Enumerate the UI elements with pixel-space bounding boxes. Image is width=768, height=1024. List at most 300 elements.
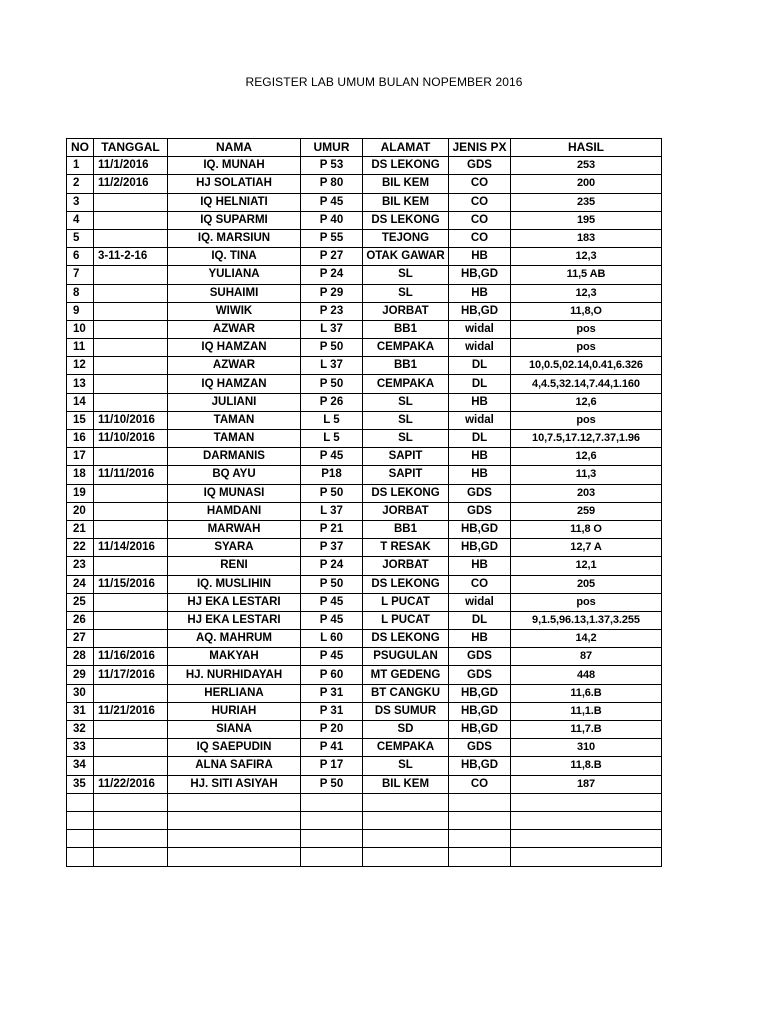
cell-umur: P 45 xyxy=(301,648,363,666)
cell-hasil: 448 xyxy=(511,666,662,684)
cell-no: 20 xyxy=(67,502,94,520)
cell-jenis-px: GDS xyxy=(449,502,511,520)
table-row xyxy=(67,684,662,702)
cell-alamat: JORBAT xyxy=(363,557,449,575)
cell-alamat: CEMPAKA xyxy=(363,375,449,393)
table-header-row xyxy=(67,139,662,157)
cell-hasil: 235 xyxy=(511,193,662,211)
cell-umur: P 20 xyxy=(301,721,363,739)
table-row xyxy=(67,448,662,466)
cell-tanggal xyxy=(94,502,168,520)
cell-umur: L 37 xyxy=(301,357,363,375)
cell-hasil: 10,7.5,17.12,7.37,1.96 xyxy=(511,430,662,448)
cell-jenis-px xyxy=(449,830,511,848)
cell-nama: HURIAH xyxy=(168,702,301,720)
cell-hasil: 310 xyxy=(511,739,662,757)
cell-alamat: CEMPAKA xyxy=(363,339,449,357)
cell-umur: P 80 xyxy=(301,175,363,193)
cell-hasil xyxy=(511,830,662,848)
cell-umur: P 53 xyxy=(301,157,363,175)
cell-no: 25 xyxy=(67,593,94,611)
cell-alamat: BIL KEM xyxy=(363,175,449,193)
cell-hasil: 11,1.B xyxy=(511,702,662,720)
cell-umur: P 40 xyxy=(301,211,363,229)
cell-umur: P 17 xyxy=(301,757,363,775)
table-row xyxy=(67,229,662,247)
cell-no xyxy=(67,830,94,848)
cell-nama: IQ SUPARMI xyxy=(168,211,301,229)
cell-tanggal: 11/10/2016 xyxy=(94,411,168,429)
cell-umur: P 41 xyxy=(301,739,363,757)
cell-nama: HAMDANI xyxy=(168,502,301,520)
table-row xyxy=(67,320,662,338)
cell-umur: P 60 xyxy=(301,666,363,684)
cell-hasil: 253 xyxy=(511,157,662,175)
cell-hasil: 87 xyxy=(511,648,662,666)
cell-nama: SUHAIMI xyxy=(168,284,301,302)
cell-no: 14 xyxy=(67,393,94,411)
cell-umur: P 50 xyxy=(301,339,363,357)
cell-nama: JULIANI xyxy=(168,393,301,411)
cell-hasil: 11,6.B xyxy=(511,684,662,702)
cell-jenis-px: HB,GD xyxy=(449,757,511,775)
cell-tanggal xyxy=(94,339,168,357)
table-row xyxy=(67,611,662,629)
cell-jenis-px: HB xyxy=(449,393,511,411)
cell-umur: P 45 xyxy=(301,593,363,611)
cell-umur: P 55 xyxy=(301,229,363,247)
cell-jenis-px: DL xyxy=(449,375,511,393)
cell-umur: P 50 xyxy=(301,484,363,502)
cell-alamat: L PUCAT xyxy=(363,611,449,629)
cell-umur xyxy=(301,793,363,811)
cell-hasil: 187 xyxy=(511,775,662,793)
cell-nama: IQ. TINA xyxy=(168,248,301,266)
cell-jenis-px xyxy=(449,793,511,811)
table-body xyxy=(67,157,662,866)
table-row xyxy=(67,284,662,302)
cell-umur: P 26 xyxy=(301,393,363,411)
cell-alamat: CEMPAKA xyxy=(363,739,449,757)
cell-jenis-px: DL xyxy=(449,357,511,375)
table-row xyxy=(67,811,662,829)
cell-no: 33 xyxy=(67,739,94,757)
cell-no: 22 xyxy=(67,539,94,557)
cell-nama: SIANA xyxy=(168,721,301,739)
cell-hasil: 11,8 O xyxy=(511,520,662,538)
cell-jenis-px: HB,GD xyxy=(449,539,511,557)
cell-tanggal xyxy=(94,448,168,466)
cell-umur: P 31 xyxy=(301,684,363,702)
cell-jenis-px: widal xyxy=(449,593,511,611)
cell-hasil: 4,4.5,32.14,7.44,1.160 xyxy=(511,375,662,393)
cell-nama: IQ. MARSIUN xyxy=(168,229,301,247)
cell-hasil: 11,8,O xyxy=(511,302,662,320)
cell-alamat: DS SUMUR xyxy=(363,702,449,720)
table-row xyxy=(67,375,662,393)
cell-hasil: 12,6 xyxy=(511,393,662,411)
cell-hasil: pos xyxy=(511,339,662,357)
cell-no: 6 xyxy=(67,248,94,266)
cell-umur: L 37 xyxy=(301,320,363,338)
table-row xyxy=(67,848,662,866)
cell-no: 17 xyxy=(67,448,94,466)
cell-jenis-px: HB,GD xyxy=(449,702,511,720)
cell-umur: P 27 xyxy=(301,248,363,266)
cell-jenis-px: GDS xyxy=(449,739,511,757)
cell-no xyxy=(67,793,94,811)
cell-alamat: BB1 xyxy=(363,357,449,375)
cell-nama: AZWAR xyxy=(168,357,301,375)
cell-tanggal xyxy=(94,266,168,284)
cell-no: 13 xyxy=(67,375,94,393)
cell-nama: BQ AYU xyxy=(168,466,301,484)
cell-jenis-px: GDS xyxy=(449,648,511,666)
cell-umur: P 50 xyxy=(301,375,363,393)
cell-hasil: 200 xyxy=(511,175,662,193)
cell-tanggal xyxy=(94,611,168,629)
cell-jenis-px: CO xyxy=(449,775,511,793)
cell-tanggal xyxy=(94,630,168,648)
cell-tanggal: 11/11/2016 xyxy=(94,466,168,484)
table-row xyxy=(67,702,662,720)
cell-tanggal: 11/16/2016 xyxy=(94,648,168,666)
cell-tanggal xyxy=(94,593,168,611)
cell-umur: P18 xyxy=(301,466,363,484)
table-row xyxy=(67,593,662,611)
cell-umur: P 50 xyxy=(301,775,363,793)
table-row xyxy=(67,211,662,229)
cell-nama: ALNA SAFIRA xyxy=(168,757,301,775)
table-row xyxy=(67,520,662,538)
cell-jenis-px: widal xyxy=(449,339,511,357)
cell-no: 21 xyxy=(67,520,94,538)
cell-tanggal xyxy=(94,211,168,229)
cell-nama: HJ EKA LESTARI xyxy=(168,611,301,629)
cell-umur: P 50 xyxy=(301,575,363,593)
cell-nama: HJ SOLATIAH xyxy=(168,175,301,193)
table-row xyxy=(67,739,662,757)
column-header-hasil: HASIL xyxy=(511,139,662,157)
cell-nama: DARMANIS xyxy=(168,448,301,466)
cell-no xyxy=(67,848,94,866)
cell-no: 35 xyxy=(67,775,94,793)
table-row xyxy=(67,266,662,284)
cell-jenis-px: HB xyxy=(449,630,511,648)
cell-jenis-px: GDS xyxy=(449,157,511,175)
table-row xyxy=(67,630,662,648)
cell-alamat: SAPIT xyxy=(363,448,449,466)
cell-no: 31 xyxy=(67,702,94,720)
cell-hasil: 183 xyxy=(511,229,662,247)
cell-jenis-px: DL xyxy=(449,611,511,629)
cell-tanggal: 11/21/2016 xyxy=(94,702,168,720)
cell-tanggal xyxy=(94,721,168,739)
cell-jenis-px: CO xyxy=(449,175,511,193)
cell-alamat: SL xyxy=(363,411,449,429)
cell-umur xyxy=(301,848,363,866)
cell-hasil xyxy=(511,811,662,829)
cell-hasil xyxy=(511,848,662,866)
table-row xyxy=(67,575,662,593)
cell-alamat: SD xyxy=(363,721,449,739)
column-header-no: NO xyxy=(67,139,94,157)
cell-tanggal xyxy=(94,375,168,393)
cell-nama: IQ. MUNAH xyxy=(168,157,301,175)
cell-nama: AZWAR xyxy=(168,320,301,338)
cell-alamat: SL xyxy=(363,393,449,411)
cell-tanggal: 11/1/2016 xyxy=(94,157,168,175)
cell-no: 11 xyxy=(67,339,94,357)
cell-hasil: 10,0.5,02.14,0.41,6.326 xyxy=(511,357,662,375)
cell-tanggal xyxy=(94,229,168,247)
cell-jenis-px: HB xyxy=(449,248,511,266)
cell-jenis-px: HB,GD xyxy=(449,266,511,284)
cell-umur: P 45 xyxy=(301,611,363,629)
table-row xyxy=(67,666,662,684)
cell-alamat: L PUCAT xyxy=(363,593,449,611)
cell-no: 29 xyxy=(67,666,94,684)
cell-tanggal xyxy=(94,739,168,757)
cell-jenis-px: HB xyxy=(449,466,511,484)
cell-nama xyxy=(168,811,301,829)
cell-nama: TAMAN xyxy=(168,430,301,448)
table-row xyxy=(67,502,662,520)
cell-nama: IQ SAEPUDIN xyxy=(168,739,301,757)
cell-tanggal xyxy=(94,520,168,538)
cell-no: 30 xyxy=(67,684,94,702)
cell-hasil: 259 xyxy=(511,502,662,520)
cell-alamat xyxy=(363,811,449,829)
cell-no: 15 xyxy=(67,411,94,429)
cell-umur: P 24 xyxy=(301,266,363,284)
cell-jenis-px: GDS xyxy=(449,666,511,684)
cell-alamat xyxy=(363,830,449,848)
cell-no: 7 xyxy=(67,266,94,284)
cell-tanggal xyxy=(94,757,168,775)
cell-hasil: 9,1.5,96.13,1.37,3.255 xyxy=(511,611,662,629)
cell-umur: L 5 xyxy=(301,430,363,448)
cell-tanggal: 11/14/2016 xyxy=(94,539,168,557)
cell-tanggal: 3-11-2-16 xyxy=(94,248,168,266)
cell-umur: L 37 xyxy=(301,502,363,520)
cell-jenis-px: widal xyxy=(449,411,511,429)
column-header-nama: NAMA xyxy=(168,139,301,157)
cell-no: 19 xyxy=(67,484,94,502)
cell-jenis-px: CO xyxy=(449,575,511,593)
cell-umur: P 45 xyxy=(301,448,363,466)
cell-no: 1 xyxy=(67,157,94,175)
cell-tanggal xyxy=(94,557,168,575)
cell-no: 28 xyxy=(67,648,94,666)
cell-alamat: JORBAT xyxy=(363,302,449,320)
cell-tanggal xyxy=(94,393,168,411)
cell-no: 12 xyxy=(67,357,94,375)
cell-hasil: 12,3 xyxy=(511,284,662,302)
cell-hasil: 12,1 xyxy=(511,557,662,575)
cell-no: 8 xyxy=(67,284,94,302)
cell-nama: MAKYAH xyxy=(168,648,301,666)
table-row xyxy=(67,339,662,357)
cell-no: 27 xyxy=(67,630,94,648)
cell-alamat: BT CANGKU xyxy=(363,684,449,702)
cell-tanggal xyxy=(94,484,168,502)
cell-no xyxy=(67,811,94,829)
cell-umur: P 21 xyxy=(301,520,363,538)
table-row xyxy=(67,557,662,575)
cell-jenis-px: HB,GD xyxy=(449,520,511,538)
cell-jenis-px: HB,GD xyxy=(449,721,511,739)
cell-no: 32 xyxy=(67,721,94,739)
table-row xyxy=(67,430,662,448)
cell-no: 9 xyxy=(67,302,94,320)
cell-alamat: DS LEKONG xyxy=(363,484,449,502)
column-header-alamat: ALAMAT xyxy=(363,139,449,157)
cell-no: 4 xyxy=(67,211,94,229)
cell-tanggal xyxy=(94,320,168,338)
cell-nama: HJ. NURHIDAYAH xyxy=(168,666,301,684)
cell-alamat: SAPIT xyxy=(363,466,449,484)
cell-umur: P 45 xyxy=(301,193,363,211)
cell-tanggal xyxy=(94,302,168,320)
page-title: REGISTER LAB UMUM BULAN NOPEMBER 2016 xyxy=(245,75,523,89)
cell-alamat: DS LEKONG xyxy=(363,575,449,593)
cell-nama: RENI xyxy=(168,557,301,575)
cell-alamat: DS LEKONG xyxy=(363,157,449,175)
cell-alamat: DS LEKONG xyxy=(363,630,449,648)
table-row xyxy=(67,157,662,175)
cell-hasil: 14,2 xyxy=(511,630,662,648)
cell-hasil: 205 xyxy=(511,575,662,593)
cell-tanggal xyxy=(94,848,168,866)
cell-hasil: 203 xyxy=(511,484,662,502)
cell-nama: HJ EKA LESTARI xyxy=(168,593,301,611)
cell-no: 34 xyxy=(67,757,94,775)
cell-hasil: pos xyxy=(511,593,662,611)
cell-alamat xyxy=(363,793,449,811)
cell-alamat: SL xyxy=(363,284,449,302)
cell-no: 10 xyxy=(67,320,94,338)
cell-no: 23 xyxy=(67,557,94,575)
cell-jenis-px: CO xyxy=(449,211,511,229)
cell-alamat: BIL KEM xyxy=(363,775,449,793)
cell-alamat: TEJONG xyxy=(363,229,449,247)
column-header-tanggal: TANGGAL xyxy=(94,139,168,157)
cell-tanggal: 11/15/2016 xyxy=(94,575,168,593)
cell-hasil: pos xyxy=(511,320,662,338)
cell-tanggal: 11/22/2016 xyxy=(94,775,168,793)
cell-alamat: OTAK GAWAR xyxy=(363,248,449,266)
cell-tanggal xyxy=(94,357,168,375)
cell-umur: P 37 xyxy=(301,539,363,557)
table-row xyxy=(67,757,662,775)
cell-alamat: DS LEKONG xyxy=(363,211,449,229)
table-row xyxy=(67,193,662,211)
cell-jenis-px: HB xyxy=(449,557,511,575)
cell-nama: IQ HAMZAN xyxy=(168,375,301,393)
cell-jenis-px: HB,GD xyxy=(449,302,511,320)
table-row xyxy=(67,775,662,793)
cell-umur: P 31 xyxy=(301,702,363,720)
cell-tanggal: 11/17/2016 xyxy=(94,666,168,684)
cell-alamat: BB1 xyxy=(363,320,449,338)
table-row xyxy=(67,793,662,811)
cell-jenis-px: GDS xyxy=(449,484,511,502)
cell-jenis-px: DL xyxy=(449,430,511,448)
cell-tanggal: 11/2/2016 xyxy=(94,175,168,193)
cell-tanggal xyxy=(94,284,168,302)
cell-no: 5 xyxy=(67,229,94,247)
cell-hasil: 195 xyxy=(511,211,662,229)
cell-nama: HJ. SITI ASIYAH xyxy=(168,775,301,793)
table-row xyxy=(67,830,662,848)
cell-no: 26 xyxy=(67,611,94,629)
table-row xyxy=(67,411,662,429)
cell-alamat: SL xyxy=(363,266,449,284)
cell-jenis-px xyxy=(449,811,511,829)
cell-hasil: 11,5 AB xyxy=(511,266,662,284)
cell-nama: IQ. MUSLIHIN xyxy=(168,575,301,593)
cell-alamat: JORBAT xyxy=(363,502,449,520)
cell-jenis-px: widal xyxy=(449,320,511,338)
cell-alamat: T RESAK xyxy=(363,539,449,557)
cell-alamat: PSUGULAN xyxy=(363,648,449,666)
cell-alamat: SL xyxy=(363,757,449,775)
cell-umur: P 23 xyxy=(301,302,363,320)
table-row xyxy=(67,393,662,411)
cell-tanggal xyxy=(94,193,168,211)
table-row xyxy=(67,175,662,193)
cell-jenis-px: CO xyxy=(449,229,511,247)
cell-alamat: MT GEDENG xyxy=(363,666,449,684)
table-row xyxy=(67,248,662,266)
cell-no: 16 xyxy=(67,430,94,448)
cell-umur: P 29 xyxy=(301,284,363,302)
cell-jenis-px: HB xyxy=(449,284,511,302)
cell-jenis-px: HB,GD xyxy=(449,684,511,702)
cell-tanggal xyxy=(94,684,168,702)
cell-umur xyxy=(301,811,363,829)
cell-umur xyxy=(301,830,363,848)
cell-tanggal xyxy=(94,793,168,811)
cell-umur: L 5 xyxy=(301,411,363,429)
cell-nama xyxy=(168,830,301,848)
cell-hasil: 12,6 xyxy=(511,448,662,466)
cell-jenis-px: CO xyxy=(449,193,511,211)
cell-hasil: 12,7 A xyxy=(511,539,662,557)
cell-no: 18 xyxy=(67,466,94,484)
table-row xyxy=(67,357,662,375)
cell-alamat: BIL KEM xyxy=(363,193,449,211)
table-row xyxy=(67,302,662,320)
cell-nama: HERLIANA xyxy=(168,684,301,702)
table-row xyxy=(67,466,662,484)
cell-hasil: 12,3 xyxy=(511,248,662,266)
cell-nama: IQ HELNIATI xyxy=(168,193,301,211)
table-row xyxy=(67,648,662,666)
cell-nama: IQ MUNASI xyxy=(168,484,301,502)
cell-alamat: SL xyxy=(363,430,449,448)
cell-nama xyxy=(168,793,301,811)
cell-tanggal xyxy=(94,830,168,848)
cell-hasil: 11,8.B xyxy=(511,757,662,775)
cell-nama: YULIANA xyxy=(168,266,301,284)
table-row xyxy=(67,539,662,557)
register-table xyxy=(66,138,662,867)
table-row xyxy=(67,484,662,502)
cell-hasil xyxy=(511,793,662,811)
cell-hasil: 11,3 xyxy=(511,466,662,484)
